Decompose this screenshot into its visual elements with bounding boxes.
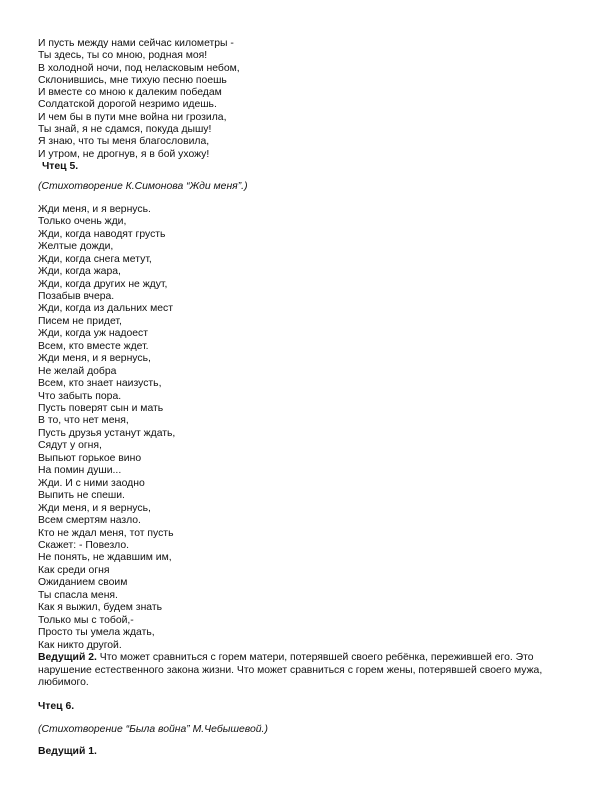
reader-6-credit: (Стихотворение “Была война” М.Чебышевой.) xyxy=(38,723,268,735)
poem-line: Солдатской дорогой незримо идешь. xyxy=(38,99,217,111)
poem-line: Жди, когда других не ждут, xyxy=(38,278,168,290)
poem-line: Всем смертям назло. xyxy=(38,515,141,527)
poem-line: В холодной ночи, под неласковым небом, xyxy=(38,62,240,74)
poem-line: Склонившись, мне тихую песню поешь xyxy=(38,74,227,86)
poem-stanza-2 xyxy=(38,204,572,652)
poem-line: Жди. И с ними заодно xyxy=(38,477,145,489)
poem-line: Жди, когда снега метут, xyxy=(38,253,152,265)
poem-line: И вместе со мною к далеким победам xyxy=(38,87,222,99)
poem-line: Пусть поверят сын и мать xyxy=(38,403,164,415)
host-2-text: Что может сравниться с горем матери, потерявшей своего ребёнка, пережившей его. Это нарушение естественного закона жизни. Что может сравниться с горем жены, потерявшей своего мужа, любимого. xyxy=(38,652,543,688)
poem-line: Жди, когда наводят грусть xyxy=(38,228,166,240)
poem-line: Жди меня, и я вернусь, xyxy=(38,353,151,365)
poem-line: Желтые дожди, xyxy=(38,241,114,253)
poem-line: Жди, когда уж надоест xyxy=(38,328,148,340)
poem-stanza-1 xyxy=(38,38,572,161)
poem-line: Кто не ждал меня, тот пусть xyxy=(38,527,174,539)
host-1-label: Ведущий 1. xyxy=(38,746,97,758)
poem-line: Позабыв вчера. xyxy=(38,290,115,302)
poem-line: Ты знай, я не сдамся, покуда дышу! xyxy=(38,124,212,136)
poem-line: Жди, когда жара, xyxy=(38,266,121,278)
poem-line: Как я выжил, будем знать xyxy=(38,602,163,614)
poem-line: Ты спасла меня. xyxy=(38,589,118,601)
poem-line: Жди меня, и я вернусь, xyxy=(38,502,151,514)
reader-5-label: Чтец 5. xyxy=(42,160,79,172)
poem-line: И чем бы в пути мне война ни грозила, xyxy=(38,111,227,123)
poem-line: Жди, когда из дальних мест xyxy=(38,303,174,315)
poem-line: Только очень жди, xyxy=(38,216,127,228)
reader-6-label: Чтец 6. xyxy=(38,701,75,713)
poem-line: Всем, кто знает наизусть, xyxy=(38,378,162,390)
poem-line: Просто ты умела ждать, xyxy=(38,627,155,639)
host-2-label: Ведущий 2. xyxy=(38,652,97,664)
poem-line: В то, что нет меня, xyxy=(38,415,129,427)
poem-line: Сядут у огня, xyxy=(38,440,102,452)
poem-line: И утром, не дрогнув, я в бой ухожу! xyxy=(38,148,210,160)
poem-line: Не желай добра xyxy=(38,365,117,377)
poem-line: Ты здесь, ты со мною, родная моя! xyxy=(38,50,208,62)
poem-line: Как среди огня xyxy=(38,564,110,576)
poem-line: Только мы с тобой,- xyxy=(38,614,134,626)
poem-line: И пусть между нами сейчас километры - xyxy=(38,38,234,49)
poem-line: Выпить не спеши. xyxy=(38,490,125,502)
poem-line: Пусть друзья устанут ждать, xyxy=(38,427,176,439)
poem-line: Ожиданием своим xyxy=(38,577,128,589)
poem-line: Что забыть пора. xyxy=(38,390,122,402)
poem-line: Всем, кто вместе ждет. xyxy=(38,340,149,352)
poem-line: Жди меня, и я вернусь. xyxy=(38,203,151,215)
reader-5-credit: (Стихотворение К.Симонова “Жди меня”.) xyxy=(38,181,248,193)
poem-line: Как никто другой. xyxy=(38,639,122,651)
poem-line: Скажет: - Повезло. xyxy=(38,540,130,552)
poem-line: Писем не придет, xyxy=(38,315,122,327)
poem-line: Я знаю, что ты меня благословила, xyxy=(38,136,210,148)
host-2-paragraph xyxy=(38,652,578,689)
poem-line: Не понять, не ждавшим им, xyxy=(38,552,172,564)
poem-line: Выпьют горькое вино xyxy=(38,452,142,464)
poem-line: На помин души... xyxy=(38,465,122,477)
